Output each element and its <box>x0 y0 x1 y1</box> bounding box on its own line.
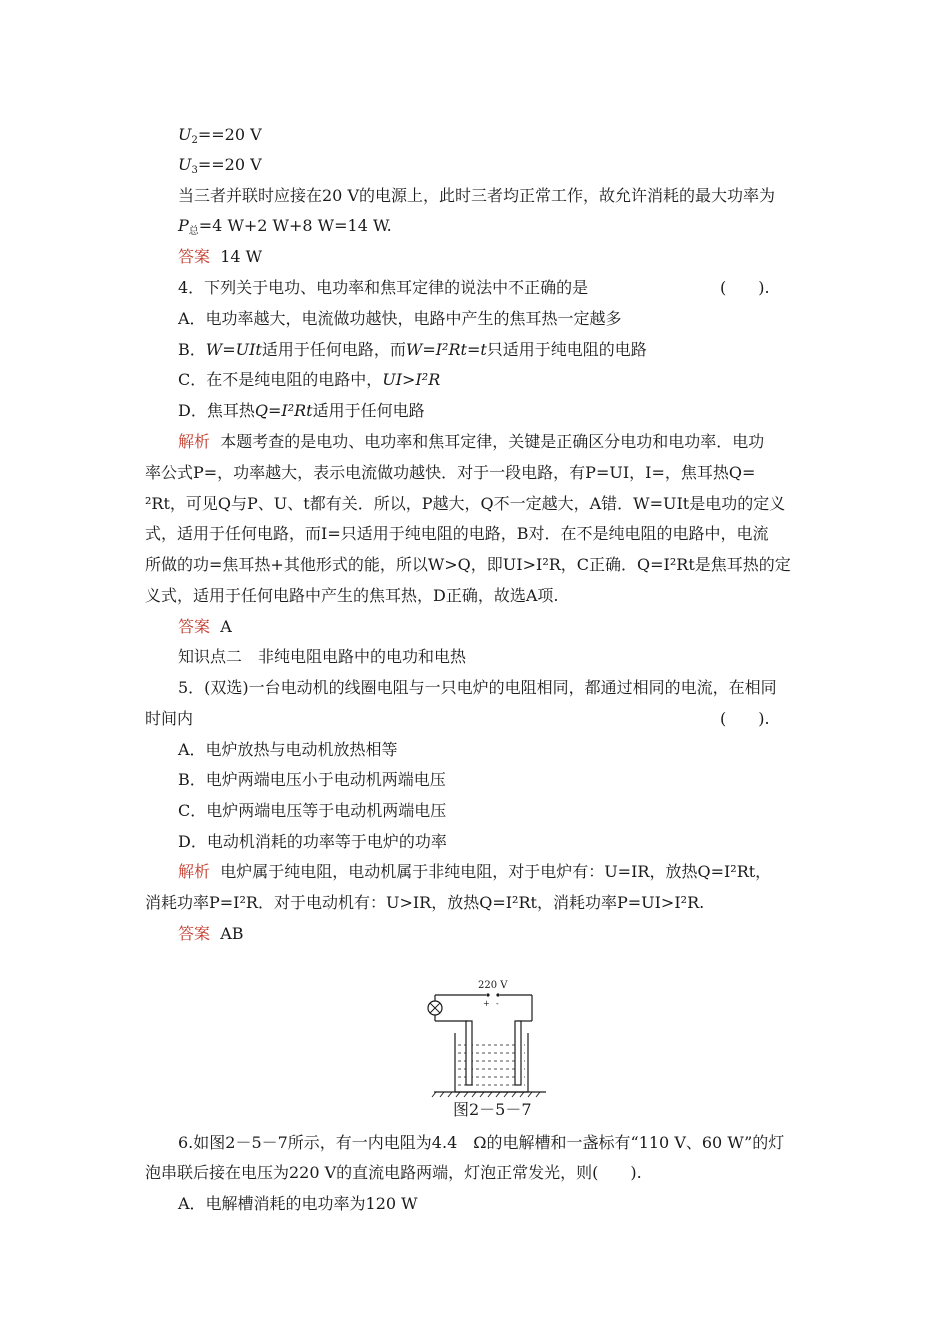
answer-3: 答案 14 W <box>178 247 263 266</box>
option-4c: C．在不是纯电阻的电路中，UI>I²R <box>178 370 441 389</box>
option-5a: A．电炉放热与电动机放热相等 <box>178 740 398 759</box>
svg-text:-: - <box>496 999 499 1008</box>
solution-4-row-1: 解析 本题考查的是电功、电功率和焦耳定律，关键是正确区分电功和电功率．电功 <box>178 432 765 451</box>
solution-4-row-5: 所做的功=焦耳热+其他形式的能，所以W>Q，即UI>I²R，C正确．Q=I²Rt是焦耳热的定 <box>145 555 791 574</box>
question-6-row-1: 6.如图2－5－7所示，有一内电阻为4.4 Ω的电解槽和一盏标有“110 V、60 W”的灯 <box>178 1133 785 1152</box>
answer-label: 答案 <box>178 247 211 266</box>
answer-label: 答案 <box>178 617 211 636</box>
solution-label: 解析 <box>178 862 211 881</box>
electrode-left <box>466 1021 472 1085</box>
answer-5: 答案 AB <box>178 924 244 943</box>
question-4: 4．下列关于电功、电功率和焦耳定律的说法中不正确的是 ( ). <box>178 278 770 297</box>
answer-label: 答案 <box>178 924 211 943</box>
terminal-icon <box>486 993 489 996</box>
answer-4: 答案 A <box>178 617 232 636</box>
ground-hatch <box>432 1092 540 1097</box>
equation-p-total: $P_总=4$ W+2 W+8 W=14 W. <box>178 216 392 237</box>
solution-4-row-4: 式，适用于任何电路，而I=只适用于纯电阻的电路，B对．在不是纯电阻的电路中，电流 <box>145 524 769 543</box>
question-6-row-2: 泡串联后接在电压为220 V的直流电路两端，灯泡正常发光，则( ). <box>145 1163 642 1182</box>
solution-label: 解析 <box>178 432 211 451</box>
text-line: 当三者并联时应接在20 V的电源上，此时三者均正常工作，故允许消耗的最大功率为 <box>178 186 776 205</box>
figure-caption: 图2－5－7 <box>453 1100 532 1119</box>
question-5-row-2: 时间内 ( ). <box>145 709 770 728</box>
solution-4-row-3: ²Rt，可见Q与P、U、t都有关．所以，P越大，Q不一定越大，A错．W=UIt是电功的定义 <box>145 494 786 513</box>
option-5c: C．电炉两端电压等于电动机两端电压 <box>178 801 447 820</box>
voltage-label: 220 V <box>478 980 508 991</box>
question-5-row-1: 5．(双选)一台电动机的线圈电阻与一只电炉的电阻相同，都通过相同的电流，在相同 <box>178 678 777 697</box>
electrode-right <box>515 1021 521 1085</box>
terminal-icon <box>496 993 499 996</box>
option-5d: D．电动机消耗的功率等于电炉的功率 <box>178 832 447 851</box>
svg-text:+: + <box>483 999 490 1008</box>
option-4a: A．电功率越大，电流做功越快，电路中产生的焦耳热一定越多 <box>178 309 622 328</box>
solution-4-row-6: 义式，适用于任何电路中产生的焦耳热，D正确，故选A项. <box>145 586 559 605</box>
option-4b: B．W=UIt适用于任何电路，而W=I²Rt=t只适用于纯电阻的电路 <box>178 340 647 359</box>
option-6a: A．电解槽消耗的电功率为120 W <box>178 1194 418 1213</box>
equation-u3: $U_3==20$ V <box>178 155 262 176</box>
section-heading: 知识点二 非纯电阻电路中的电功和电热 <box>178 647 467 666</box>
option-5b: B．电炉两端电压小于电动机两端电压 <box>178 770 446 789</box>
option-4d: D．焦耳热Q=I²Rt适用于任何电路 <box>178 401 425 420</box>
solution-4-row-2: 率公式P=，功率越大，表示电流做功越快．对于一段电路，有P=UI，I=，焦耳热Q= <box>145 463 756 482</box>
solution-5-row-2: 消耗功率P=I²R．对于电动机有：U>IR，放热Q=I²Rt，消耗功率P=UI>I²R. <box>145 893 705 912</box>
equation-u2: $U_2==20$ V <box>178 125 262 146</box>
electrolysis-circuit-diagram <box>420 975 550 1100</box>
solution-5-row-1: 解析 电炉属于纯电阻，电动机属于非纯电阻，对于电炉有：U=IR，放热Q=I²Rt， <box>178 862 772 881</box>
